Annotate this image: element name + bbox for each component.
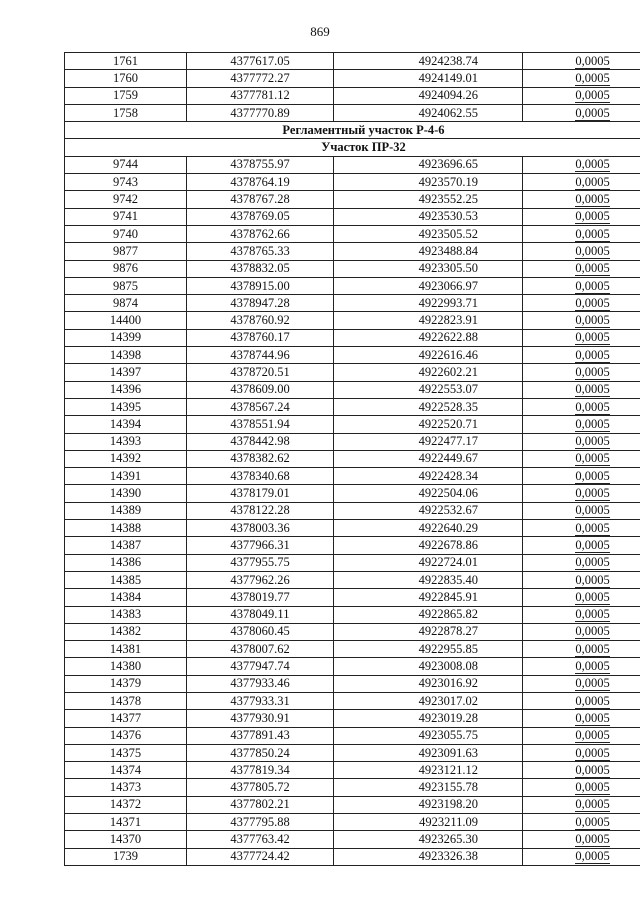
- tolerance-cell: [523, 831, 640, 848]
- point-number-cell: 14400: [65, 312, 187, 329]
- tolerance-cell: [523, 104, 640, 121]
- point-number-cell: 14394: [65, 416, 187, 433]
- x-coordinate-cell: 4377850.24: [187, 744, 334, 761]
- y-coordinate-cell: 4922835.40: [334, 571, 523, 588]
- point-number-cell: 14393: [65, 433, 187, 450]
- tolerance-value: 0,0005: [575, 693, 610, 708]
- x-coordinate-cell: 4378760.92: [187, 312, 334, 329]
- table-row: [65, 295, 640, 312]
- y-coordinate-cell: 4923488.84: [334, 243, 523, 260]
- y-coordinate-cell: 4923155.78: [334, 779, 523, 796]
- point-number-cell: 9874: [65, 295, 187, 312]
- y-coordinate-cell: 4924149.01: [334, 70, 523, 87]
- y-coordinate-cell: 4922428.34: [334, 468, 523, 485]
- tolerance-value: 0,0005: [575, 226, 610, 241]
- tolerance-cell: [523, 156, 640, 173]
- tolerance-value: 0,0005: [575, 278, 610, 293]
- point-number-cell: 9744: [65, 156, 187, 173]
- tolerance-cell: [523, 364, 640, 381]
- table-row: [65, 450, 640, 467]
- tolerance-cell: [523, 87, 640, 104]
- tolerance-value: 0,0005: [575, 537, 610, 552]
- x-coordinate-cell: 4378915.00: [187, 277, 334, 294]
- tolerance-cell: [523, 571, 640, 588]
- y-coordinate-cell: 4922449.67: [334, 450, 523, 467]
- tolerance-cell: [523, 450, 640, 467]
- point-number-cell: 1761: [65, 53, 187, 70]
- tolerance-value: 0,0005: [575, 192, 610, 207]
- tolerance-cell: [523, 243, 640, 260]
- tolerance-value: 0,0005: [575, 209, 610, 224]
- tolerance-value: 0,0005: [575, 468, 610, 483]
- subsection-title: Участок ПР-32: [65, 139, 640, 156]
- table-row: [65, 658, 640, 675]
- table-row: [65, 277, 640, 294]
- point-number-cell: 14375: [65, 744, 187, 761]
- tolerance-value: 0,0005: [575, 382, 610, 397]
- x-coordinate-cell: 4377805.72: [187, 779, 334, 796]
- point-number-cell: 14398: [65, 347, 187, 364]
- point-number-cell: 14373: [65, 779, 187, 796]
- tolerance-cell: [523, 208, 640, 225]
- tolerance-value: 0,0005: [575, 434, 610, 449]
- tolerance-cell: [523, 520, 640, 537]
- point-number-cell: 9741: [65, 208, 187, 225]
- tolerance-cell: [523, 675, 640, 692]
- table-row: [65, 70, 640, 87]
- point-number-cell: 14383: [65, 606, 187, 623]
- y-coordinate-cell: 4924094.26: [334, 87, 523, 104]
- tolerance-cell: [523, 225, 640, 242]
- tolerance-value: 0,0005: [575, 762, 610, 777]
- x-coordinate-cell: 4377947.74: [187, 658, 334, 675]
- tolerance-cell: [523, 623, 640, 640]
- tolerance-value: 0,0005: [575, 555, 610, 570]
- x-coordinate-cell: 4378947.28: [187, 295, 334, 312]
- x-coordinate-cell: 4378832.05: [187, 260, 334, 277]
- table-row: [65, 191, 640, 208]
- table-row: [65, 762, 640, 779]
- tolerance-value: 0,0005: [575, 641, 610, 656]
- tolerance-cell: [523, 710, 640, 727]
- y-coordinate-cell: 4923066.97: [334, 277, 523, 294]
- tolerance-cell: [523, 658, 640, 675]
- point-number-cell: 14390: [65, 485, 187, 502]
- table-row: [65, 692, 640, 709]
- x-coordinate-cell: 4377724.42: [187, 848, 334, 865]
- y-coordinate-cell: 4923505.52: [334, 225, 523, 242]
- point-number-cell: 14382: [65, 623, 187, 640]
- tolerance-value: 0,0005: [575, 70, 610, 85]
- y-coordinate-cell: 4923570.19: [334, 174, 523, 191]
- table-row: [65, 225, 640, 242]
- tolerance-value: 0,0005: [575, 105, 610, 120]
- x-coordinate-cell: 4377617.05: [187, 53, 334, 70]
- point-number-cell: 14378: [65, 692, 187, 709]
- point-number-cell: 14386: [65, 554, 187, 571]
- y-coordinate-cell: 4922504.06: [334, 485, 523, 502]
- x-coordinate-cell: 4378019.77: [187, 589, 334, 606]
- point-number-cell: 14376: [65, 727, 187, 744]
- tolerance-cell: [523, 468, 640, 485]
- tolerance-value: 0,0005: [575, 53, 610, 68]
- point-number-cell: 1758: [65, 104, 187, 121]
- table-row: [65, 571, 640, 588]
- y-coordinate-cell: 4923017.02: [334, 692, 523, 709]
- y-coordinate-cell: 4922520.71: [334, 416, 523, 433]
- tolerance-cell: [523, 554, 640, 571]
- tolerance-cell: [523, 814, 640, 831]
- y-coordinate-cell: 4923055.75: [334, 727, 523, 744]
- point-number-cell: 14399: [65, 329, 187, 346]
- table-row: [65, 53, 640, 70]
- table-row: [65, 104, 640, 121]
- tolerance-value: 0,0005: [575, 607, 610, 622]
- y-coordinate-cell: 4922553.07: [334, 381, 523, 398]
- x-coordinate-cell: 4378003.36: [187, 520, 334, 537]
- coordinates-table: [64, 52, 640, 866]
- coordinates-table-body: [65, 53, 640, 866]
- y-coordinate-cell: 4922616.46: [334, 347, 523, 364]
- x-coordinate-cell: 4377891.43: [187, 727, 334, 744]
- x-coordinate-cell: 4378551.94: [187, 416, 334, 433]
- tolerance-value: 0,0005: [575, 313, 610, 328]
- table-row: [65, 502, 640, 519]
- point-number-cell: 9743: [65, 174, 187, 191]
- tolerance-cell: [523, 70, 640, 87]
- tolerance-value: 0,0005: [575, 503, 610, 518]
- table-row: [65, 606, 640, 623]
- point-number-cell: 14396: [65, 381, 187, 398]
- table-row: [65, 779, 640, 796]
- x-coordinate-cell: 4377795.88: [187, 814, 334, 831]
- tolerance-value: 0,0005: [575, 243, 610, 258]
- tolerance-value: 0,0005: [575, 486, 610, 501]
- y-coordinate-cell: 4923530.53: [334, 208, 523, 225]
- y-coordinate-cell: 4924062.55: [334, 104, 523, 121]
- tolerance-cell: [523, 537, 640, 554]
- x-coordinate-cell: 4378762.66: [187, 225, 334, 242]
- tolerance-cell: [523, 606, 640, 623]
- tolerance-cell: [523, 779, 640, 796]
- tolerance-value: 0,0005: [575, 572, 610, 587]
- point-number-cell: 14372: [65, 796, 187, 813]
- tolerance-value: 0,0005: [575, 659, 610, 674]
- y-coordinate-cell: 4923008.08: [334, 658, 523, 675]
- x-coordinate-cell: 4377819.34: [187, 762, 334, 779]
- y-coordinate-cell: 4922622.88: [334, 329, 523, 346]
- table-row: [65, 433, 640, 450]
- point-number-cell: 14370: [65, 831, 187, 848]
- tolerance-value: 0,0005: [575, 849, 610, 864]
- table-row: [65, 87, 640, 104]
- x-coordinate-cell: 4378179.01: [187, 485, 334, 502]
- table-row: [65, 208, 640, 225]
- x-coordinate-cell: 4378744.96: [187, 347, 334, 364]
- tolerance-value: 0,0005: [575, 399, 610, 414]
- point-number-cell: 9876: [65, 260, 187, 277]
- y-coordinate-cell: 4924238.74: [334, 53, 523, 70]
- point-number-cell: 14387: [65, 537, 187, 554]
- x-coordinate-cell: 4378340.68: [187, 468, 334, 485]
- tolerance-cell: [523, 727, 640, 744]
- point-number-cell: 14392: [65, 450, 187, 467]
- point-number-cell: 14384: [65, 589, 187, 606]
- point-number-cell: 1760: [65, 70, 187, 87]
- tolerance-value: 0,0005: [575, 780, 610, 795]
- tolerance-cell: [523, 174, 640, 191]
- x-coordinate-cell: 4378122.28: [187, 502, 334, 519]
- x-coordinate-cell: 4378720.51: [187, 364, 334, 381]
- table-row: [65, 710, 640, 727]
- y-coordinate-cell: 4923326.38: [334, 848, 523, 865]
- point-number-cell: 14371: [65, 814, 187, 831]
- x-coordinate-cell: 4377933.46: [187, 675, 334, 692]
- page-number: 869: [310, 24, 330, 39]
- table-row: [65, 641, 640, 658]
- point-number-cell: 14395: [65, 398, 187, 415]
- y-coordinate-cell: 4922528.35: [334, 398, 523, 415]
- tolerance-value: 0,0005: [575, 416, 610, 431]
- table-row: [65, 727, 640, 744]
- point-number-cell: 14374: [65, 762, 187, 779]
- table-row: [65, 174, 640, 191]
- y-coordinate-cell: 4922955.85: [334, 641, 523, 658]
- tolerance-cell: [523, 848, 640, 865]
- tolerance-value: 0,0005: [575, 624, 610, 639]
- x-coordinate-cell: 4377933.31: [187, 692, 334, 709]
- table-row: [65, 589, 640, 606]
- x-coordinate-cell: 4377966.31: [187, 537, 334, 554]
- y-coordinate-cell: 4922477.17: [334, 433, 523, 450]
- table-row: [65, 398, 640, 415]
- x-coordinate-cell: 4377802.21: [187, 796, 334, 813]
- y-coordinate-cell: 4923091.63: [334, 744, 523, 761]
- point-number-cell: 9877: [65, 243, 187, 260]
- point-number-cell: 14379: [65, 675, 187, 692]
- tolerance-cell: [523, 347, 640, 364]
- table-row: [65, 416, 640, 433]
- tolerance-cell: [523, 277, 640, 294]
- y-coordinate-cell: 4923211.09: [334, 814, 523, 831]
- tolerance-value: 0,0005: [575, 589, 610, 604]
- tolerance-cell: [523, 502, 640, 519]
- y-coordinate-cell: 4922878.27: [334, 623, 523, 640]
- table-row: [65, 364, 640, 381]
- table-row: [65, 312, 640, 329]
- tolerance-cell: [523, 692, 640, 709]
- section-title: Регламентный участок Р-4-6: [65, 122, 640, 139]
- tolerance-cell: [523, 416, 640, 433]
- tolerance-value: 0,0005: [575, 745, 610, 760]
- tolerance-value: 0,0005: [575, 157, 610, 172]
- tolerance-value: 0,0005: [575, 814, 610, 829]
- x-coordinate-cell: 4377955.75: [187, 554, 334, 571]
- x-coordinate-cell: 4377763.42: [187, 831, 334, 848]
- table-row: [65, 744, 640, 761]
- y-coordinate-cell: 4922865.82: [334, 606, 523, 623]
- tolerance-value: 0,0005: [575, 330, 610, 345]
- table-row: [65, 554, 640, 571]
- tolerance-cell: [523, 398, 640, 415]
- x-coordinate-cell: 4378567.24: [187, 398, 334, 415]
- y-coordinate-cell: 4922640.29: [334, 520, 523, 537]
- point-number-cell: 1739: [65, 848, 187, 865]
- point-number-cell: 14380: [65, 658, 187, 675]
- tolerance-cell: [523, 641, 640, 658]
- y-coordinate-cell: 4922823.91: [334, 312, 523, 329]
- y-coordinate-cell: 4922532.67: [334, 502, 523, 519]
- table-row: [65, 814, 640, 831]
- x-coordinate-cell: 4378767.28: [187, 191, 334, 208]
- tolerance-value: 0,0005: [575, 88, 610, 103]
- y-coordinate-cell: 4923305.50: [334, 260, 523, 277]
- tolerance-cell: [523, 762, 640, 779]
- y-coordinate-cell: 4923552.25: [334, 191, 523, 208]
- tolerance-value: 0,0005: [575, 728, 610, 743]
- y-coordinate-cell: 4923198.20: [334, 796, 523, 813]
- tolerance-cell: [523, 485, 640, 502]
- table-row: [65, 831, 640, 848]
- point-number-cell: 14377: [65, 710, 187, 727]
- tolerance-value: 0,0005: [575, 676, 610, 691]
- table-row: [65, 675, 640, 692]
- table-row: [65, 260, 640, 277]
- tolerance-cell: [523, 744, 640, 761]
- x-coordinate-cell: 4378442.98: [187, 433, 334, 450]
- point-number-cell: 14385: [65, 571, 187, 588]
- table-row: [65, 156, 640, 173]
- x-coordinate-cell: 4377930.91: [187, 710, 334, 727]
- point-number-cell: 1759: [65, 87, 187, 104]
- subsection-title-row: [65, 139, 640, 156]
- point-number-cell: 14388: [65, 520, 187, 537]
- tolerance-value: 0,0005: [575, 347, 610, 362]
- tolerance-cell: [523, 191, 640, 208]
- tolerance-cell: [523, 295, 640, 312]
- x-coordinate-cell: 4377962.26: [187, 571, 334, 588]
- tolerance-value: 0,0005: [575, 174, 610, 189]
- table-row: [65, 520, 640, 537]
- tolerance-cell: [523, 381, 640, 398]
- tolerance-value: 0,0005: [575, 261, 610, 276]
- table-row: [65, 381, 640, 398]
- y-coordinate-cell: 4922602.21: [334, 364, 523, 381]
- point-number-cell: 9875: [65, 277, 187, 294]
- x-coordinate-cell: 4378755.97: [187, 156, 334, 173]
- point-number-cell: 14389: [65, 502, 187, 519]
- x-coordinate-cell: 4377772.27: [187, 70, 334, 87]
- y-coordinate-cell: 4922845.91: [334, 589, 523, 606]
- y-coordinate-cell: 4923016.92: [334, 675, 523, 692]
- table-row: [65, 848, 640, 865]
- y-coordinate-cell: 4923696.65: [334, 156, 523, 173]
- table-row: [65, 243, 640, 260]
- table-row: [65, 468, 640, 485]
- table-row: [65, 796, 640, 813]
- tolerance-value: 0,0005: [575, 797, 610, 812]
- tolerance-value: 0,0005: [575, 520, 610, 535]
- y-coordinate-cell: 4922993.71: [334, 295, 523, 312]
- tolerance-value: 0,0005: [575, 832, 610, 846]
- point-number-cell: 9740: [65, 225, 187, 242]
- x-coordinate-cell: 4378382.62: [187, 450, 334, 467]
- table-row: [65, 485, 640, 502]
- tolerance-cell: [523, 329, 640, 346]
- x-coordinate-cell: 4377770.89: [187, 104, 334, 121]
- tolerance-cell: [523, 796, 640, 813]
- x-coordinate-cell: 4378769.05: [187, 208, 334, 225]
- x-coordinate-cell: 4378007.62: [187, 641, 334, 658]
- tolerance-value: 0,0005: [575, 710, 610, 725]
- y-coordinate-cell: 4923019.28: [334, 710, 523, 727]
- x-coordinate-cell: 4377781.12: [187, 87, 334, 104]
- tolerance-value: 0,0005: [575, 364, 610, 379]
- point-number-cell: 9742: [65, 191, 187, 208]
- x-coordinate-cell: 4378060.45: [187, 623, 334, 640]
- x-coordinate-cell: 4378609.00: [187, 381, 334, 398]
- y-coordinate-cell: 4922678.86: [334, 537, 523, 554]
- tolerance-cell: [523, 589, 640, 606]
- x-coordinate-cell: 4378049.11: [187, 606, 334, 623]
- x-coordinate-cell: 4378760.17: [187, 329, 334, 346]
- tolerance-cell: [523, 433, 640, 450]
- point-number-cell: 14391: [65, 468, 187, 485]
- section-title-row: [65, 122, 640, 139]
- point-number-cell: 14397: [65, 364, 187, 381]
- y-coordinate-cell: 4922724.01: [334, 554, 523, 571]
- y-coordinate-cell: 4923265.30: [334, 831, 523, 848]
- tolerance-value: 0,0005: [575, 295, 610, 310]
- table-row: [65, 347, 640, 364]
- x-coordinate-cell: 4378764.19: [187, 174, 334, 191]
- tolerance-cell: [523, 53, 640, 70]
- tolerance-cell: [523, 260, 640, 277]
- tolerance-value: 0,0005: [575, 451, 610, 466]
- x-coordinate-cell: 4378765.33: [187, 243, 334, 260]
- point-number-cell: 14381: [65, 641, 187, 658]
- table-row: [65, 537, 640, 554]
- table-row: [65, 623, 640, 640]
- table-row: [65, 329, 640, 346]
- y-coordinate-cell: 4923121.12: [334, 762, 523, 779]
- tolerance-cell: [523, 312, 640, 329]
